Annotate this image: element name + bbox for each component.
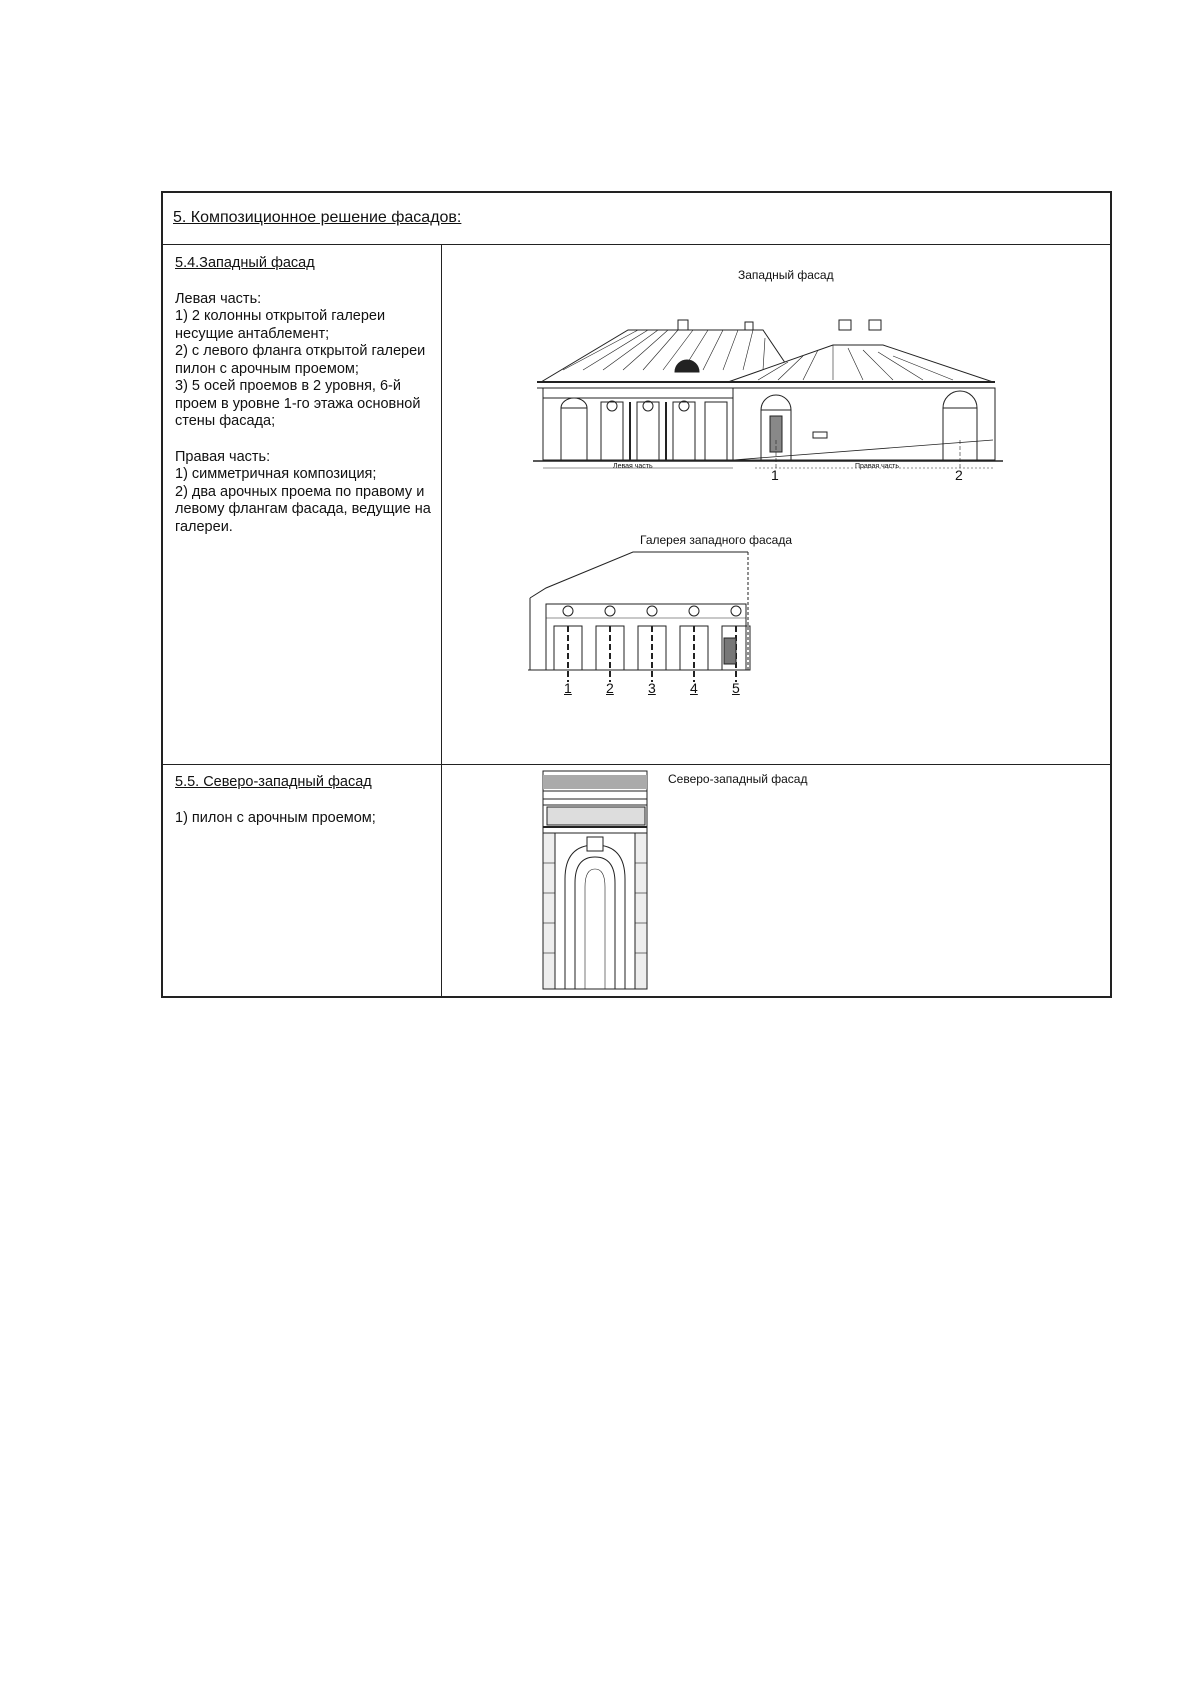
west-left-part-text: Левая часть: 1) 2 колонны открытой галереи несущие антаблемент; 2) с левого фланга открытой галереи пилон с арочным проемом; 3) 5 осей проемов в 2 уровня, 6-й проем в уровне 1-го этажа основной стены фасада; [175, 290, 426, 429]
west-facade-description [175, 255, 437, 554]
west-gallery-drawing [528, 550, 798, 690]
gallery-axis-label: 2 [606, 680, 614, 696]
west-facade-caption: Западный фасад [738, 268, 834, 282]
section-title: 5. Композиционное решение фасадов: [173, 209, 462, 226]
table-header-row [163, 193, 1110, 245]
column-divider [441, 245, 442, 996]
gallery-axis-label: 5 [732, 680, 740, 696]
gallery-window-grille [724, 638, 736, 664]
northwest-facade-description [175, 774, 437, 845]
west-axis-2-label: 2 [955, 467, 963, 483]
west-facade-title: 5.4.Западный фасад [175, 255, 315, 271]
west-gallery-caption: Галерея западного фасада [640, 533, 793, 547]
northwest-facade-drawing [541, 769, 651, 991]
gallery-axis-label: 3 [648, 680, 656, 696]
table-row-west-facade [163, 245, 1110, 765]
northwest-facade-caption: Северо-западный фасад [668, 772, 808, 786]
northwest-facade-title: 5.5. Северо-западный фасад [175, 774, 372, 790]
west-axis-1-label: 1 [771, 467, 779, 483]
table-row-northwest-facade [163, 765, 1110, 998]
northwest-facade-text: 1) пилон с арочным проемом; [175, 809, 376, 826]
facade-table [161, 191, 1112, 998]
west-right-part-label: Правая часть [855, 463, 899, 470]
west-left-part-label: Левая часть [613, 463, 653, 470]
west-facade-drawing [533, 290, 1053, 470]
gallery-axis-label: 1 [564, 680, 572, 696]
west-right-part-text: Правая часть: 1) симметричная композиция; 2) два арочных проема по правому и левому флангам фасада, ведущие на галереи. [175, 448, 431, 535]
gallery-axis-label: 4 [690, 680, 698, 696]
